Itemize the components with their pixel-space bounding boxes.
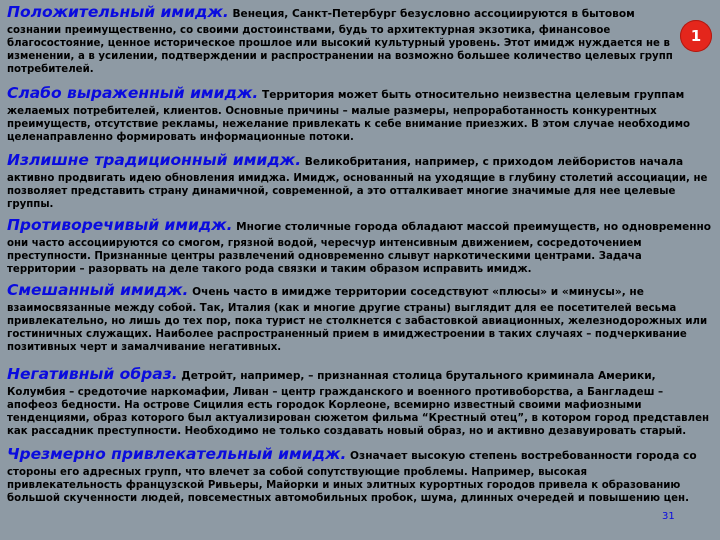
section-heading: Смешанный имидж. [7, 281, 189, 299]
section-text-line: преступности. Признанные центры развлечений одновременно слывут наркотическими центрами. Задача [7, 251, 642, 262]
section-text-line: привлекательно, но лишь до тех пор, пока турист не столкнется с забастовкой авиационных, железнодорожных или [7, 316, 708, 327]
section-heading: Слабо выраженный имидж. [7, 84, 259, 102]
section-text-line: гостиничных служащих. Наиболее распространенный прием в имиджестроении в таких случаях – подчеркивание [7, 329, 687, 340]
section-text-line: преимуществ, отсутствие рекламы, нежелание привлекать к себе внимание приезжих. В этом случае необходимо [7, 119, 691, 130]
section-text-line: активно продвигать идею обновления имиджа. Имидж, основанный на уходящие в глубину столетий ассоциации, не [7, 173, 708, 184]
section-lead-text: Территория может быть относительно неизвестна целевым группам [258, 89, 685, 101]
section-text-line: тенденциями, образ которого был актуализирован сюжетом фильма “Крестный отец”, в котором город представлен [7, 413, 710, 424]
section-text-line: целенаправленно формировать информационные потоки. [7, 132, 354, 143]
section-heading: Противоречивый имидж. [7, 216, 233, 234]
section-heading: Чрезмерно привлекательный имидж. [7, 445, 347, 463]
section-text-line: позволяет представить страну динамичной, современной, а это отталкивает многие значимые для нее целевые [7, 186, 676, 197]
section-lead-text: Очень часто в имидже территории соседствуют «плюсы» и «минусы», не [188, 286, 644, 298]
section-lead-line [7, 282, 644, 300]
section-text-line: как рассадник преступности. Необходимо не только создавать новый образ, но и активно дезавуировать старый. [7, 426, 687, 437]
section-lead-line [7, 217, 711, 235]
section-text-line: желаемых потребителей, клиентов. Основные причины – малые размеры, непроработанность конкурентных [7, 106, 657, 117]
section-lead-line [7, 152, 683, 170]
section-lead-line [7, 446, 697, 464]
section-text-line: привлекательность французской Ривьеры, Майорки и иных элитных курортных городов привела к образованию [7, 480, 681, 491]
section-text-line: Колумбия – средоточие наркомафии, Ливан – центр гражданского и военного противоборства, а Бангладеш – [7, 387, 664, 398]
page-number: 31 [662, 511, 675, 522]
section-lead-line [7, 85, 684, 103]
section-text-line: они часто ассоциируются со смогом, грязной водой, чересчур интенсивным движением, сосредоточением [7, 238, 642, 249]
section-text-line: благосостояние, ценное историческое прошлое или высокий культурный уровень. Этот имидж нуждается не в [7, 38, 670, 49]
section-heading: Негативный образ. [7, 365, 178, 383]
section-lead-text: Многие столичные города обладают массой преимуществ, но одновременно [232, 221, 712, 233]
section-text-line: стороны его адресных групп, что влечет за собой сопутствующие проблемы. Например, высокая [7, 467, 588, 478]
section-lead-text: Детройт, например, – признанная столица брутального криминала Америки, [177, 370, 656, 382]
section-lead-line [7, 366, 656, 384]
section-text-line: потребителей. [7, 64, 94, 75]
section-lead-text: Великобритания, например, с приходом лейбористов начала [301, 156, 684, 168]
section-text-line: большой скученности людей, повсеместных автомобильных пробок, шума, длинных очередей и повышению цен. [7, 493, 689, 504]
section-text-line: изменении, а в усилении, подтверждении и распространении на возможно большее количество целевых групп [7, 51, 673, 62]
section-text-line: сознании преимущественно, со своими достоинствами, будь то архитектурная экзотика, финансовое [7, 25, 611, 36]
section-text-line: апофеоз бедности. На острове Сицилия есть городок Корлеоне, всемирно известный своими мафиозными [7, 400, 642, 411]
slide-number-badge: 1 [680, 20, 712, 52]
section-lead-text: Венеция, Санкт-Петербург безусловно ассоциируются в бытовом [228, 8, 635, 20]
section-text-line: взаимосвязанные между собой. Так, Италия (как и многие другие страны) выглядит для ее посетителей весьма [7, 303, 677, 314]
section-text-line: группы. [7, 199, 54, 210]
section-text-line: позитивных черт и замалчивание негативных. [7, 342, 282, 353]
section-heading: Излишне традиционный имидж. [7, 151, 302, 169]
section-lead-text: Означает высокую степень востребованности города со [346, 450, 697, 462]
section-heading: Положительный имидж. [7, 3, 229, 21]
section-text-line: территории – разорвать на деле такого рода связки и таким образом исправить имидж. [7, 264, 532, 275]
section-lead-line [7, 4, 635, 22]
